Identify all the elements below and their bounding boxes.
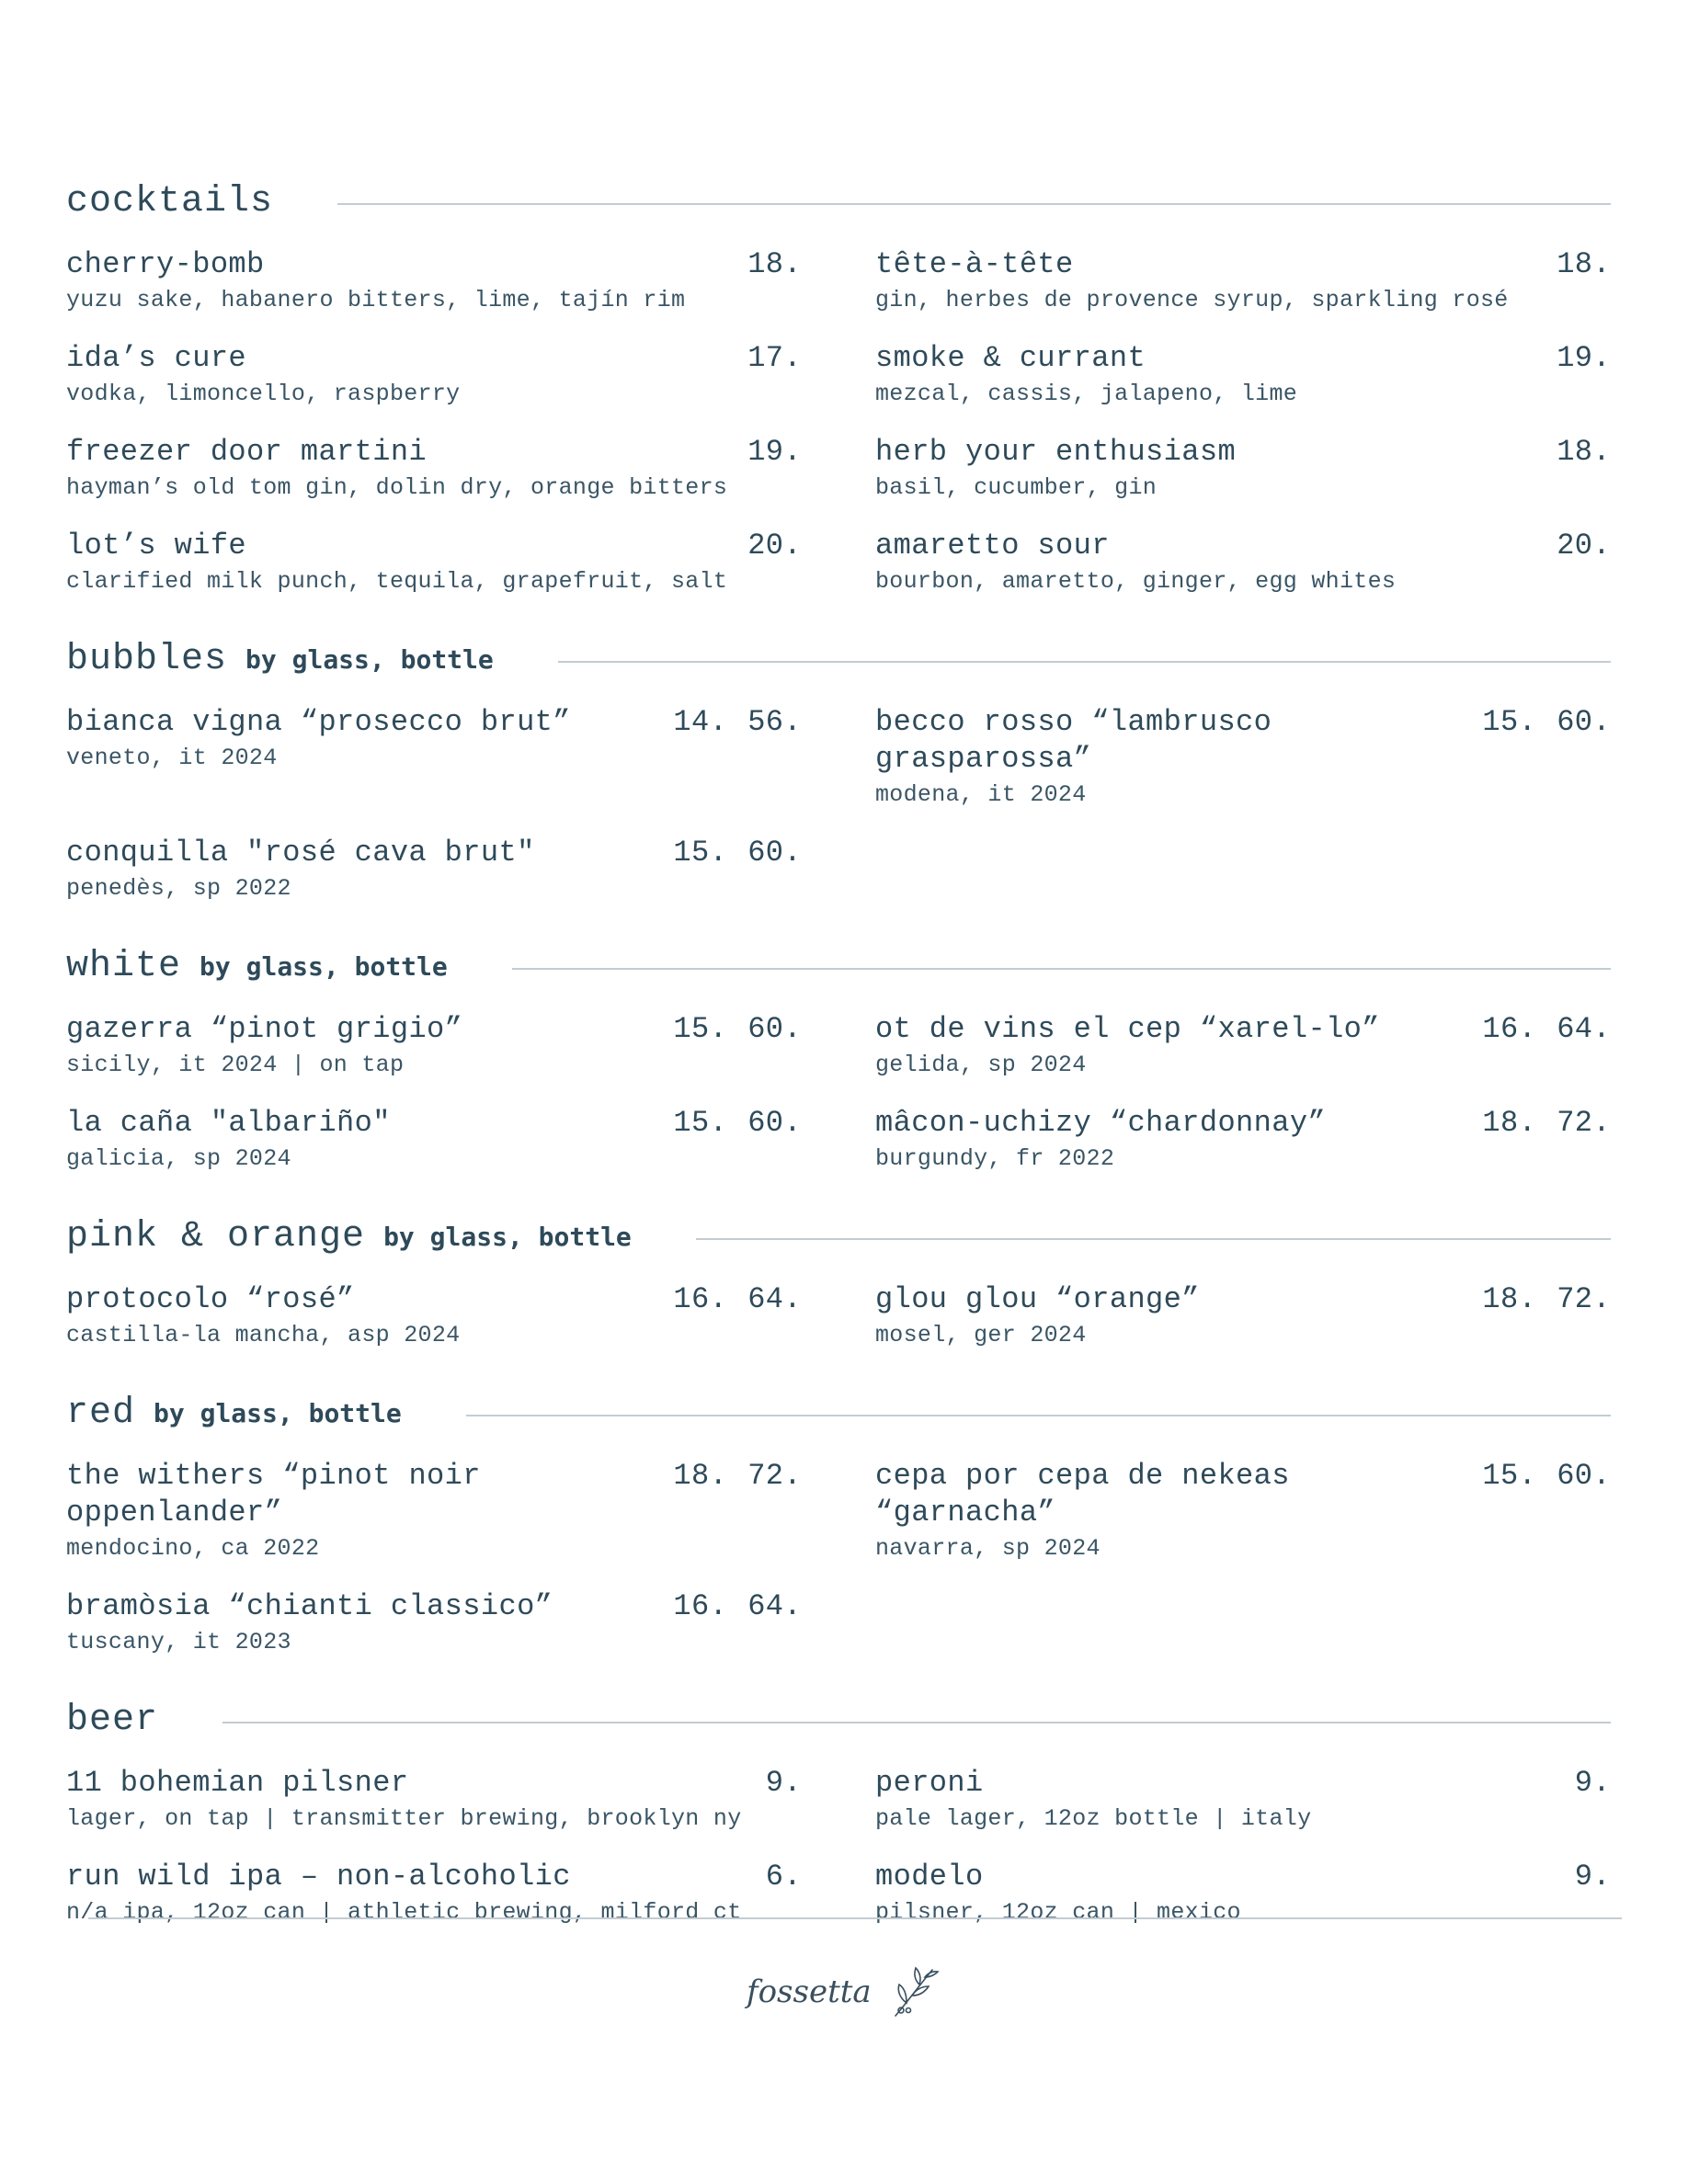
menu-item — [875, 704, 1611, 811]
menu-item — [66, 704, 802, 811]
menu-item — [875, 1458, 1611, 1564]
menu-item — [875, 246, 1611, 316]
glass-price: 15. — [673, 836, 728, 870]
menu-item — [66, 1011, 802, 1081]
bottle-price: 56. — [747, 705, 802, 739]
glass-price: 15. — [1482, 1459, 1537, 1493]
section-white — [66, 945, 1611, 1175]
item-prices — [1482, 1281, 1611, 1318]
item-prices — [673, 1011, 802, 1048]
logo-wordmark: fossetta — [747, 1974, 872, 2010]
section-header — [66, 180, 1611, 222]
bottle-price: 60. — [747, 836, 802, 870]
item-description: tuscany, it 2023 — [66, 1629, 291, 1655]
item-name: la caña "albariño" — [66, 1106, 391, 1140]
glass-price: 16. — [673, 1589, 728, 1623]
item-grid — [66, 246, 1611, 597]
item-price: 19. — [747, 435, 802, 469]
menu-item — [66, 528, 802, 597]
item-price: 9. — [1574, 1766, 1611, 1800]
item-description: yuzu sake, habanero bitters, lime, tajín rim — [66, 287, 686, 313]
bottle-price: 60. — [1557, 705, 1611, 739]
menu-item — [875, 528, 1611, 597]
fossetta-logo — [747, 1951, 949, 2033]
item-description: bourbon, amaretto, ginger, egg whites — [875, 568, 1397, 595]
section-title: red — [66, 1392, 136, 1434]
glass-price: 18. — [1482, 1106, 1537, 1140]
item-description: mezcal, cassis, jalapeno, lime — [875, 381, 1298, 407]
item-name: amaretto sour — [875, 529, 1110, 563]
item-description: sicily, it 2024 | on tap — [66, 1052, 405, 1078]
item-description: castilla-la mancha, asp 2024 — [66, 1322, 461, 1348]
item-description: gin, herbes de provence syrup, sparkling rosé — [875, 287, 1509, 313]
section-bubbles — [66, 638, 1611, 904]
section-divider — [512, 968, 1611, 970]
item-grid — [66, 1011, 1611, 1175]
item-price: 17. — [747, 341, 802, 375]
menu-item — [66, 1588, 802, 1658]
item-name: herb your enthusiasm — [875, 435, 1237, 469]
item-prices — [673, 1458, 802, 1495]
item-description: gelida, sp 2024 — [875, 1052, 1087, 1078]
footer-divider — [88, 1917, 1622, 1919]
item-name: protocolo “rosé” — [66, 1282, 355, 1316]
section-header — [66, 1699, 1611, 1741]
glass-price: 18. — [673, 1459, 728, 1493]
bottle-price: 64. — [1557, 1012, 1611, 1046]
section-divider — [466, 1415, 1611, 1416]
item-name: smoke & currant — [875, 341, 1146, 375]
item-name: bramòsia “chianti classico” — [66, 1589, 553, 1623]
item-description: galicia, sp 2024 — [66, 1145, 291, 1172]
item-grid — [66, 704, 1611, 904]
item-description: penedès, sp 2022 — [66, 875, 291, 902]
section-divider — [222, 1722, 1611, 1723]
item-prices — [673, 1588, 802, 1625]
bottle-price: 60. — [1557, 1459, 1611, 1493]
section-beer — [66, 1699, 1611, 1928]
glass-price: 15. — [1482, 705, 1537, 739]
item-prices — [673, 835, 802, 871]
item-price: 18. — [1557, 435, 1611, 469]
item-name: glou glou “orange” — [875, 1282, 1200, 1316]
item-prices — [1482, 1011, 1611, 1048]
item-description: pale lager, 12oz bottle | italy — [875, 1805, 1312, 1832]
item-description: clarified milk punch, tequila, grapefruit, salt — [66, 568, 728, 595]
item-price: 18. — [747, 247, 802, 281]
olive-branch-icon — [888, 1964, 940, 2019]
item-name: cherry-bomb — [66, 247, 265, 281]
section-header — [66, 1215, 1611, 1257]
section-subtitle: by glass, bottle — [245, 643, 494, 675]
menu-item — [875, 1765, 1611, 1835]
item-prices — [1482, 704, 1611, 741]
item-name: the withers “pinot noir oppenlander” — [66, 1459, 481, 1530]
section-divider — [337, 203, 1611, 205]
bottle-price: 64. — [747, 1282, 802, 1316]
section-header — [66, 638, 1611, 680]
menu-item — [875, 1011, 1611, 1081]
item-description: vodka, limoncello, raspberry — [66, 381, 461, 407]
bottle-price: 60. — [747, 1012, 802, 1046]
item-name: run wild ipa – non-alcoholic — [66, 1860, 571, 1894]
item-prices — [673, 1105, 802, 1142]
glass-price: 16. — [673, 1282, 728, 1316]
bottle-price: 60. — [747, 1106, 802, 1140]
item-name: bianca vigna “prosecco brut” — [66, 705, 571, 739]
section-title: bubbles — [66, 638, 228, 680]
menu-item — [66, 1281, 802, 1351]
item-prices — [1482, 1458, 1611, 1495]
item-grid — [66, 1765, 1611, 1928]
item-description: hayman’s old tom gin, dolin dry, orange bitters — [66, 474, 728, 501]
item-name: tête-à-tête — [875, 247, 1074, 281]
section-red — [66, 1392, 1611, 1658]
section-header — [66, 1392, 1611, 1434]
item-description: mosel, ger 2024 — [875, 1322, 1087, 1348]
item-name: 11 bohemian pilsner — [66, 1766, 409, 1800]
section-title: beer — [66, 1699, 159, 1741]
section-subtitle: by glass, bottle — [383, 1221, 632, 1252]
item-name: ot de vins el cep “xarel-lo” — [875, 1012, 1380, 1046]
item-description: lager, on tap | transmitter brewing, brooklyn ny — [66, 1805, 742, 1832]
section-cocktails — [66, 180, 1611, 597]
section-pink-orange — [66, 1215, 1611, 1351]
section-divider — [558, 661, 1611, 663]
item-price: 9. — [1574, 1860, 1611, 1894]
section-title: cocktails — [66, 180, 274, 222]
section-title: white — [66, 945, 182, 987]
item-name: gazerra “pinot grigio” — [66, 1012, 463, 1046]
bottle-price: 72. — [747, 1459, 802, 1493]
menu-item — [875, 340, 1611, 410]
glass-price: 14. — [673, 705, 728, 739]
item-description: pilsner, 12oz can | mexico — [875, 1899, 1241, 1926]
menu-item — [66, 246, 802, 316]
section-title: pink & orange — [66, 1215, 366, 1257]
item-name: freezer door martini — [66, 435, 428, 469]
item-price: 6. — [765, 1860, 802, 1894]
item-name: cepa por cepa de nekeas “garnacha” — [875, 1459, 1290, 1530]
item-description: burgundy, fr 2022 — [875, 1145, 1115, 1172]
item-name: ida’s cure — [66, 341, 247, 375]
bottle-price: 64. — [747, 1589, 802, 1623]
menu-item — [66, 340, 802, 410]
section-divider — [696, 1238, 1611, 1240]
item-price: 20. — [1557, 529, 1611, 563]
bottle-price: 72. — [1557, 1106, 1611, 1140]
menu-item — [66, 434, 802, 504]
menu-item — [66, 1458, 802, 1564]
item-description: modena, it 2024 — [875, 781, 1087, 808]
item-name: becco rosso “lambrusco grasparossa” — [875, 705, 1272, 776]
item-name: conquilla "rosé cava brut" — [66, 836, 535, 870]
item-price: 19. — [1557, 341, 1611, 375]
item-description: mendocino, ca 2022 — [66, 1535, 320, 1562]
item-price: 20. — [747, 529, 802, 563]
item-grid — [66, 1281, 1611, 1351]
item-description: basil, cucumber, gin — [875, 474, 1158, 501]
drinks-menu — [66, 180, 1611, 1969]
glass-price: 15. — [673, 1012, 728, 1046]
item-name: mâcon-uchizy “chardonnay” — [875, 1106, 1327, 1140]
section-header — [66, 945, 1611, 987]
section-subtitle: by glass, bottle — [154, 1397, 402, 1428]
section-subtitle: by glass, bottle — [200, 950, 448, 982]
menu-item — [875, 434, 1611, 504]
item-prices — [673, 704, 802, 741]
item-description: n/a ipa, 12oz can | athletic brewing, milford ct — [66, 1899, 742, 1926]
item-name: peroni — [875, 1766, 984, 1800]
menu-item — [875, 1281, 1611, 1351]
menu-item — [66, 1105, 802, 1175]
item-name: lot’s wife — [66, 529, 247, 563]
glass-price: 15. — [673, 1106, 728, 1140]
glass-price: 16. — [1482, 1012, 1537, 1046]
item-grid — [66, 1458, 1611, 1658]
menu-item — [66, 835, 802, 904]
item-price: 18. — [1557, 247, 1611, 281]
menu-item — [875, 1105, 1611, 1175]
glass-price: 18. — [1482, 1282, 1537, 1316]
menu-item — [66, 1765, 802, 1835]
item-name: modelo — [875, 1860, 984, 1894]
item-description: veneto, it 2024 — [66, 745, 278, 771]
item-description: navarra, sp 2024 — [875, 1535, 1101, 1562]
item-price: 9. — [765, 1766, 802, 1800]
bottle-price: 72. — [1557, 1282, 1611, 1316]
item-prices — [1482, 1105, 1611, 1142]
item-prices — [673, 1281, 802, 1318]
